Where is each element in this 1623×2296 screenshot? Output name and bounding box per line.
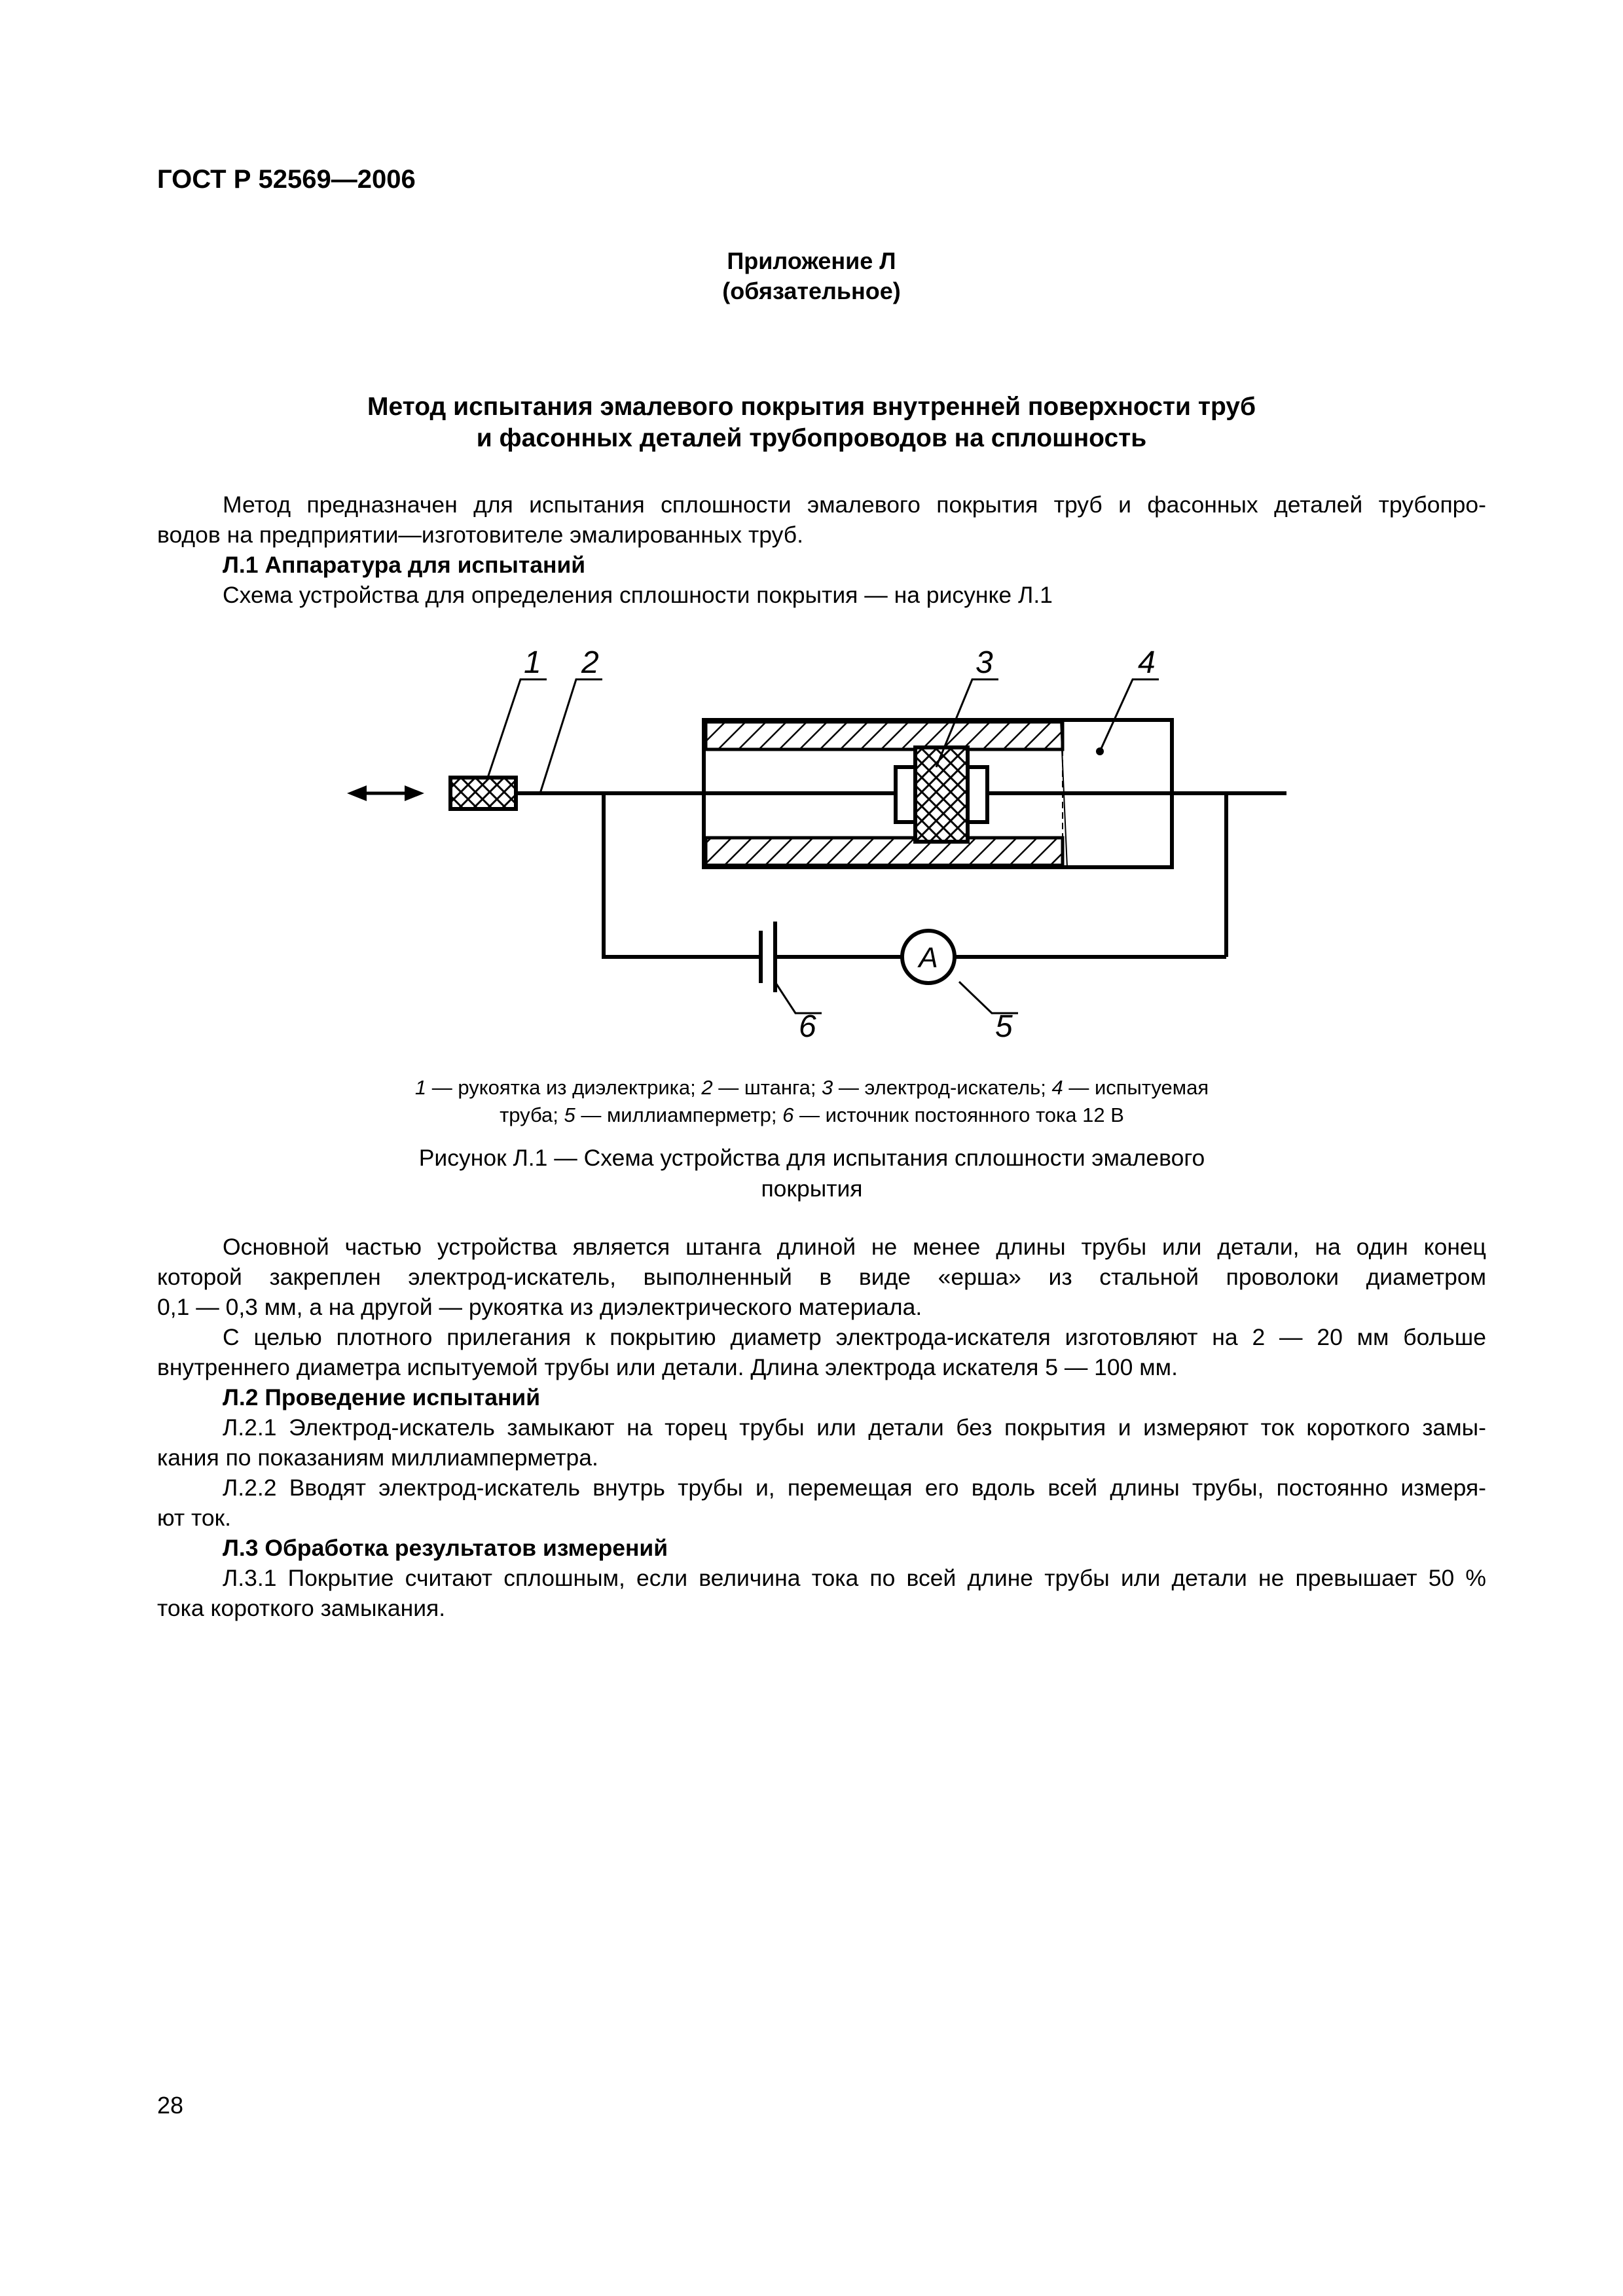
figure-diagram: [0, 0, 1623, 1080]
section-title-line1: Метод испытания эмалевого покрытия внутренней поверхности труб: [367, 393, 1256, 421]
label-1: 1: [524, 645, 541, 680]
figure-caption-line1: Рисунок Л.1 — Схема устройства для испытания сплошности эмалевого: [418, 1145, 1205, 1171]
label-2: 2: [581, 645, 599, 680]
section3-1-line1: Л.3.1 Покрытие считают сплошным, если величина тока по всей длине трубы или детали не превышает 50 %: [223, 1565, 1486, 1591]
section2-2-line2: ют ток.: [157, 1505, 231, 1531]
paragraph1-line3: 0,1 — 0,3 мм, а на другой — рукоятка из диэлектрического материала.: [157, 1294, 922, 1320]
label-5: 5: [995, 1009, 1013, 1044]
pipe-coating-bottom: [706, 838, 1063, 865]
figure-caption-line2: покрытия: [761, 1175, 863, 1202]
section2-heading: Л.2 Проведение испытаний: [223, 1384, 541, 1410]
electrode-finder: [896, 747, 987, 842]
dielectric-handle: [450, 778, 516, 809]
section1-heading: Л.1 Аппаратура для испытаний: [223, 552, 586, 578]
dc-source: [761, 922, 775, 992]
appendix-label: Приложение Л: [727, 247, 896, 274]
movement-arrow: [347, 785, 424, 801]
pipe-coating-top: [706, 722, 1063, 749]
intro-line1: Метод предназначен для испытания сплошности эмалевого покрытия труб и фасонных деталей трубопро-: [223, 492, 1486, 518]
section3-1-line2: тока короткого замыкания.: [157, 1595, 446, 1621]
section3-heading: Л.3 Обработка результатов измерений: [223, 1535, 668, 1561]
figure-legend-line2: труба; 5 — миллиамперметр; 6 — источник постоянного тока 12 В: [500, 1103, 1124, 1126]
figure-legend-line1: 1 — рукоятка из диэлектрика; 2 — штанга; 3 — электрод-искатель; 4 — испытуемая: [414, 1076, 1209, 1099]
ammeter-symbol: A: [919, 942, 938, 974]
paragraph2-line1: С целью плотного прилегания к покрытию диаметр электрода-искателя изготовляют на 2 — 20 мм больше: [223, 1324, 1486, 1350]
section-title-line2: и фасонных деталей трубопроводов на сплошность: [476, 424, 1147, 452]
paragraph1-line1: Основной частью устройства является штанга длиной не менее длины трубы или детали, на один конец: [223, 1234, 1486, 1260]
section2-1-line2: кания по показаниям миллиамперметра.: [157, 1444, 598, 1471]
label-4: 4: [1138, 645, 1156, 680]
label-3: 3: [976, 645, 993, 680]
label-6: 6: [799, 1009, 816, 1044]
page-number: 28: [157, 2092, 184, 2119]
section1-text: Схема устройства для определения сплошности покрытия — на рисунке Л.1: [223, 582, 1053, 608]
document-code: ГОСТ Р 52569—2006: [157, 165, 416, 194]
intro-line2: водов на предприятии—изготовителе эмалированных труб.: [157, 522, 803, 548]
paragraph1-line2: которой закреплен электрод-искатель, выполненный в виде «ерша» из стальной проволоки диаметром: [157, 1264, 1486, 1290]
section2-1-line1: Л.2.1 Электрод-искатель замыкают на торец трубы или детали без покрытия и измеряют ток короткого замы-: [223, 1414, 1486, 1441]
appendix-status: (обязательное): [722, 278, 901, 304]
paragraph2-line2: внутреннего диаметра испытуемой трубы или детали. Длина электрода искателя 5 — 100 мм.: [157, 1354, 1178, 1380]
section2-2-line1: Л.2.2 Вводят электрод-искатель внутрь трубы и, перемещая его вдоль всей длины трубы, постоянно измеря-: [223, 1475, 1486, 1501]
